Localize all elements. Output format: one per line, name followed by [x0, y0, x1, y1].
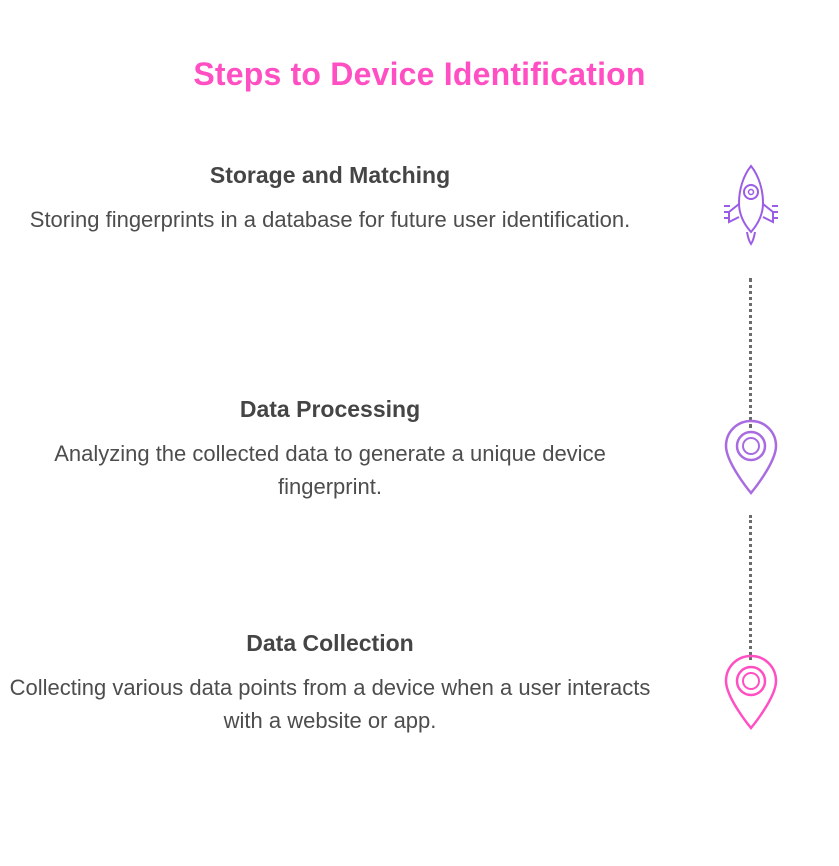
timeline-rail	[700, 150, 810, 850]
rocket-icon	[716, 160, 786, 246]
timeline-marker-1	[716, 160, 786, 246]
timeline-marker-3	[716, 650, 786, 736]
location-pin-icon	[716, 650, 786, 736]
step-block-1	[0, 162, 660, 236]
step-description: Analyzing the collected data to generate a unique device fingerprint.	[54, 441, 606, 499]
dotted-connector-1	[749, 278, 752, 428]
page-title: Steps to Device Identification	[193, 56, 646, 92]
step-block-2	[0, 396, 660, 503]
step-heading: Data Processing	[239, 396, 421, 422]
step-heading: Storage and Matching	[209, 162, 451, 188]
step-description: Collecting various data points from a device when a user interacts with a website or app.	[9, 675, 651, 733]
location-pin-icon	[716, 415, 786, 501]
step-heading: Data Collection	[246, 630, 414, 656]
timeline-marker-2	[716, 415, 786, 501]
step-description: Storing fingerprints in a database for future user identification.	[29, 207, 631, 232]
dotted-connector-2	[749, 515, 752, 660]
step-block-3	[0, 630, 660, 737]
